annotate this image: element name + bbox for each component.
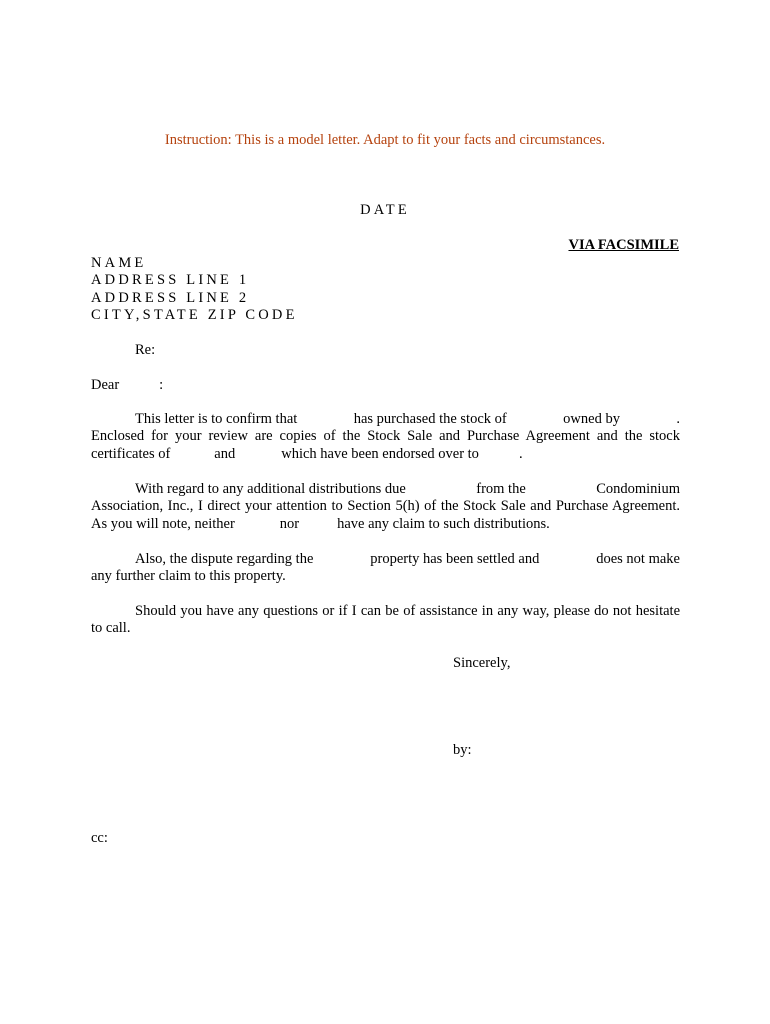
p2-text-b: from the (476, 481, 526, 497)
recipient-address-line-2: ADDRESS LINE 2 (91, 290, 250, 306)
via-facsimile-label: VIA FACSIMILE (568, 237, 679, 253)
p2-text-a: With regard to any additional distributions due (135, 481, 406, 497)
p3-text-c: does not make (596, 551, 680, 567)
p3-text-b: property has been settled and (370, 551, 540, 567)
p4-line-1-text: Should you have any questions or if I can be of assistance in any way, please do not hesitate (135, 603, 680, 619)
p1-text-c: owned by (563, 411, 620, 427)
p2-text-e: nor (279, 515, 300, 532)
recipient-address-line-1: ADDRESS LINE 1 (91, 272, 250, 288)
p1-text-d: . (676, 411, 680, 427)
re-label: Re: (135, 342, 156, 358)
p1-text-e: certificates of (91, 445, 171, 462)
salutation (91, 377, 163, 394)
paragraph-1-line-1 (91, 411, 680, 428)
paragraph-3-line-1 (91, 551, 680, 568)
p1-text-b: has purchased the stock of (353, 411, 507, 427)
paragraph-3-line-2: any further claim to this property. (91, 568, 286, 585)
p3-text-a: Also, the dispute regarding the (135, 551, 314, 567)
p2-text-c: Condominium (596, 481, 680, 497)
cc-label: cc: (91, 830, 108, 846)
paragraph-dispute (91, 551, 680, 586)
recipient-city-state-zip: CITY,STATE ZIP CODE (91, 307, 298, 323)
paragraph-4-line-2: to call. (91, 620, 131, 637)
p2-text-d: As you will note, neither (91, 515, 235, 532)
paragraph-2-line-1 (91, 481, 680, 498)
instruction-note: Instruction: This is a model letter. Adapt to fit your facts and circumstances. (164, 132, 606, 148)
closing: Sincerely, (453, 655, 511, 671)
paragraph-1-line-2 (91, 428, 680, 445)
p1-text-h: . (518, 445, 523, 462)
p2-line-2-text: Association, Inc., I direct your attention to Section 5(h) of the Stock Sale and Purchase Agreement. (91, 498, 680, 515)
paragraph-1-line-3 (91, 446, 680, 463)
signature-by-label: by: (453, 742, 472, 758)
paragraph-questions (91, 603, 680, 638)
salutation-colon: : (159, 377, 164, 393)
paragraph-2-line-3 (91, 516, 680, 533)
date-placeholder: DATE (360, 202, 410, 218)
paragraph-2-line-2 (91, 498, 680, 515)
p1-line-2-text: Enclosed for your review are copies of the Stock Sale and Purchase Agreement and the stock (91, 428, 680, 445)
p1-text-a: This letter is to confirm that (135, 411, 298, 427)
paragraph-4-line-1 (91, 603, 680, 620)
recipient-name: NAME (91, 255, 147, 271)
p1-text-f: and (214, 445, 236, 462)
salutation-dear: Dear (91, 377, 120, 393)
p2-text-f: have any claim to such distributions. (337, 515, 550, 532)
paragraph-confirmation (91, 411, 680, 463)
paragraph-distributions (91, 481, 680, 533)
p1-text-g: which have been endorsed over to (281, 445, 479, 462)
